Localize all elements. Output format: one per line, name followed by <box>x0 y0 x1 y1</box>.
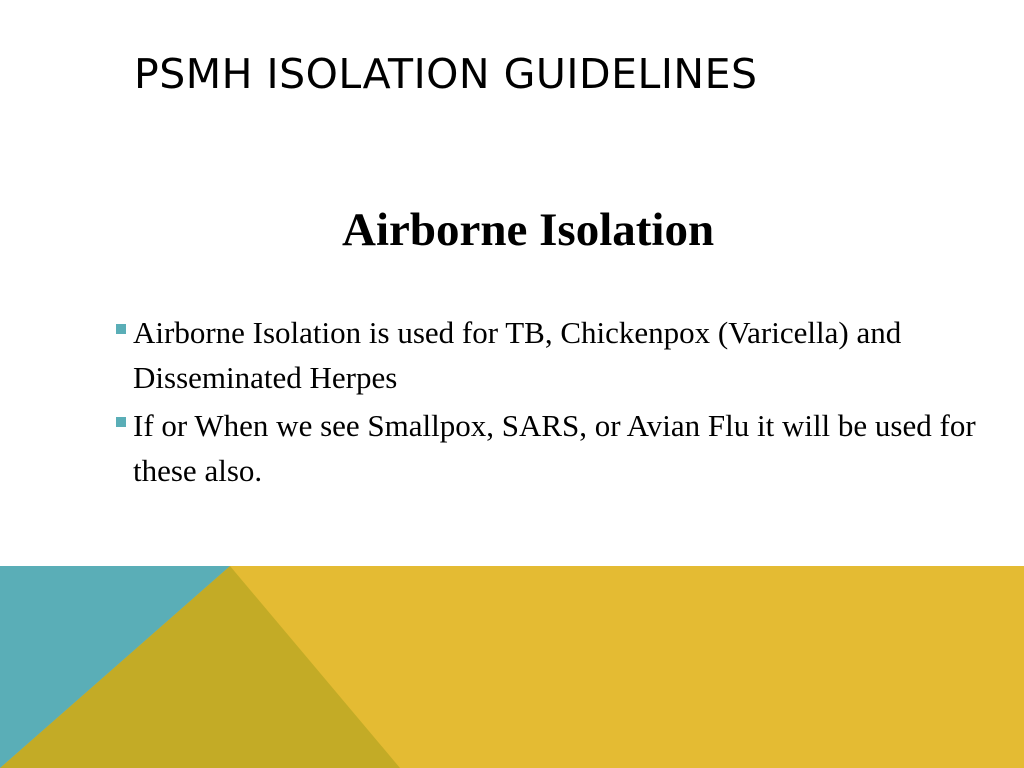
slide-subtitle: Airborne Isolation <box>342 204 715 256</box>
bullet-text: Airborne Isolation is used for TB, Chickenpox (Varicella) and Disseminated Herpes <box>133 315 902 395</box>
slide-title: PSMH ISOLATION GUIDELINES <box>134 50 758 98</box>
bullet-item <box>114 310 994 400</box>
square-bullet-icon <box>116 417 126 427</box>
square-bullet-icon <box>116 324 126 334</box>
bullet-item <box>114 403 994 493</box>
bullet-text: If or When we see Smallpox, SARS, or Avian Flu it will be used for these also. <box>133 408 976 488</box>
bullet-list <box>114 310 994 496</box>
decorative-color-band <box>0 566 1024 768</box>
